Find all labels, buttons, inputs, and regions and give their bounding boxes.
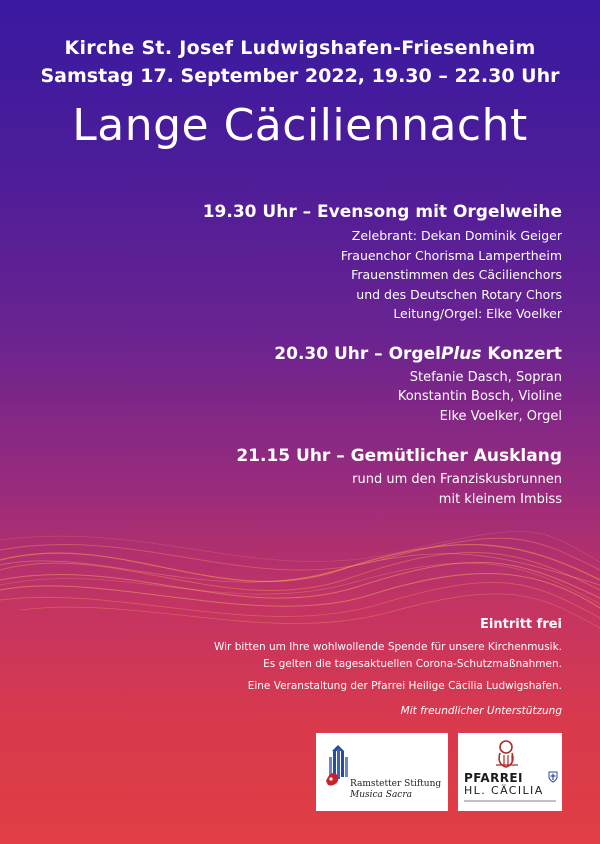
pfarrei-subtitle: HL. CÄCILIA bbox=[464, 784, 544, 797]
program-item-ausklang bbox=[203, 442, 562, 509]
heading-part: Konzert bbox=[481, 343, 562, 364]
pfarrei-underline bbox=[464, 800, 556, 802]
program-line: Stefanie Dasch, Sopran bbox=[409, 369, 562, 385]
ramstetter-subtitle: Musica Sacra bbox=[350, 790, 413, 800]
ramstetter-name: Ramstetter Stiftung bbox=[350, 779, 442, 789]
program-line: Zelebrant: Dekan Dominik Geiger bbox=[351, 228, 562, 243]
heading-part: 20.30 Uhr – Orgel bbox=[274, 343, 441, 364]
program-line: Leitung/Orgel: Elke Voelker bbox=[393, 306, 562, 321]
organizer-note: Eine Veranstaltung der Pfarrei Heilige Cäcilia Ludwigshafen. bbox=[247, 680, 562, 692]
header bbox=[0, 36, 600, 153]
program-line: Frauenstimmen des Cäcilienchors bbox=[351, 267, 562, 282]
logo-pfarrei bbox=[458, 733, 562, 811]
event-title: Lange Cäciliennacht bbox=[72, 100, 528, 151]
program-line: Elke Voelker, Orgel bbox=[439, 408, 562, 424]
program-heading: 21.15 Uhr – Gemütlicher Ausklang bbox=[236, 446, 562, 466]
info-section bbox=[214, 615, 562, 720]
sponsor-logos bbox=[316, 733, 562, 811]
program-line: rund um den Franziskusbrunnen bbox=[352, 472, 562, 487]
saint-cecilia-icon bbox=[488, 737, 528, 771]
sponsor-thanks: Mit freundlicher Unterstützung bbox=[400, 705, 562, 717]
event-date: Samstag 17. September 2022, 19.30 – 22.30 Uhr bbox=[40, 65, 560, 87]
program-item-concert bbox=[203, 340, 562, 427]
logo-ramstetter bbox=[316, 733, 448, 811]
program-item-evensong bbox=[203, 198, 562, 324]
admission-free: Eintritt frei bbox=[480, 617, 562, 632]
corona-note: Es gelten die tagesaktuellen Corona-Schutzmaßnahmen. bbox=[263, 658, 562, 670]
program-heading bbox=[203, 340, 562, 368]
program bbox=[203, 198, 562, 525]
pfarrei-name: PFARREI bbox=[464, 771, 523, 785]
event-location: Kirche St. Josef Ludwigshafen-Friesenheim bbox=[64, 37, 536, 59]
program-line: Frauenchor Chorisma Lampertheim bbox=[340, 247, 562, 263]
program-line: und des Deutschen Rotary Chors bbox=[356, 286, 562, 302]
program-line: mit kleinem Imbiss bbox=[438, 491, 562, 507]
program-line: Konstantin Bosch, Violine bbox=[397, 389, 562, 404]
donation-note: Wir bitten um Ihre wohlwollende Spende für unsere Kirchenmusik. bbox=[213, 641, 562, 653]
program-heading: 19.30 Uhr – Evensong mit Orgelweihe bbox=[202, 202, 562, 222]
heading-emphasis: Plus bbox=[440, 343, 482, 364]
diocese-shield-icon bbox=[548, 771, 558, 783]
